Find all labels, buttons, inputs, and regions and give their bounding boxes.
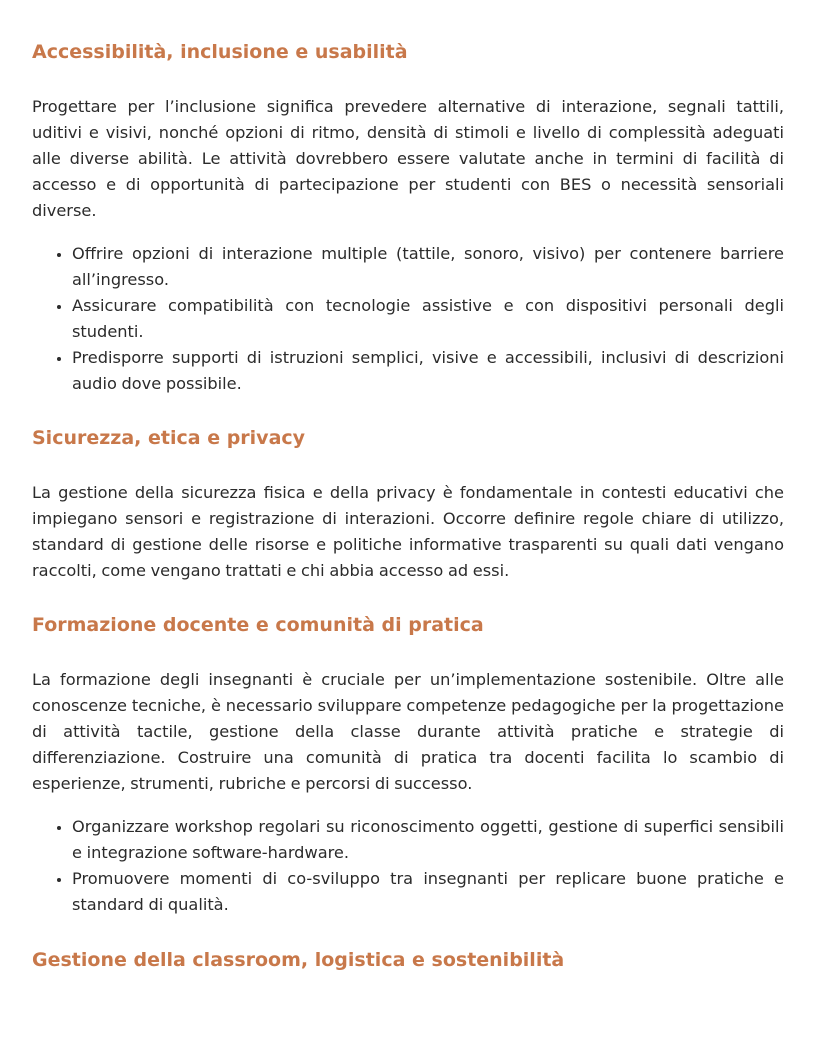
section-heading-training: Formazione docente e comunità di pratica xyxy=(32,614,484,636)
list-item: • Offrire opzioni di interazione multiple (tattile, sonoro, visivo) per contenere barriere all’ingresso. xyxy=(72,241,784,293)
section-paragraph-security: La gestione della sicurezza fisica e della privacy è fondamentale in contesti educativi che impiegano sensori e registrazione di interazioni. Occorre definire regole chiare di utilizzo, standard di gestione delle risorse e politiche informative trasparenti su quali dati vengano raccolti, come vengano trattati e chi abbia accesso ad essi. xyxy=(32,483,784,580)
bullet-list-accessibility xyxy=(32,241,784,397)
section-heading-classroom: Gestione della classroom, logistica e sostenibilità xyxy=(32,949,565,971)
bullet-list-training xyxy=(32,814,784,918)
section-heading-accessibility: Accessibilità, inclusione e usabilità xyxy=(32,41,408,63)
list-item: • Assicurare compatibilità con tecnologie assistive e con dispositivi personali degli studenti. xyxy=(72,293,784,345)
section-paragraph-accessibility: Progettare per l’inclusione significa prevedere alternative di interazione, segnali tattili, uditivi e visivi, nonché opzioni di ritmo, densità di stimoli e livello di complessità adeguati alle diverse abilità. Le attività dovrebbero essere valutate anche in termini di facilità di accesso e di opportunità di partecipazione per studenti con BES o necessità sensoriali diverse. xyxy=(32,97,784,220)
list-item: • Predisporre supporti di istruzioni semplici, visive e accessibili, inclusivi di descrizioni audio dove possibile. xyxy=(72,345,784,397)
list-item: • Promuovere momenti di co-sviluppo tra insegnanti per replicare buone pratiche e standard di qualità. xyxy=(72,866,784,918)
section-heading-security: Sicurezza, etica e privacy xyxy=(32,427,306,449)
section-paragraph-training: La formazione degli insegnanti è cruciale per un’implementazione sostenibile. Oltre alle conoscenze tecniche, è necessario sviluppare competenze pedagogiche per la progettazione di attività tactile, gestione della classe durante attività pratiche e strategie di differenziazione. Costruire una comunità di pratica tra docenti facilita lo scambio di esperienze, strumenti, rubriche e percorsi di successo. xyxy=(32,670,784,793)
list-item: • Organizzare workshop regolari su riconoscimento oggetti, gestione di superfici sensibili e integrazione software-hardware. xyxy=(72,814,784,866)
